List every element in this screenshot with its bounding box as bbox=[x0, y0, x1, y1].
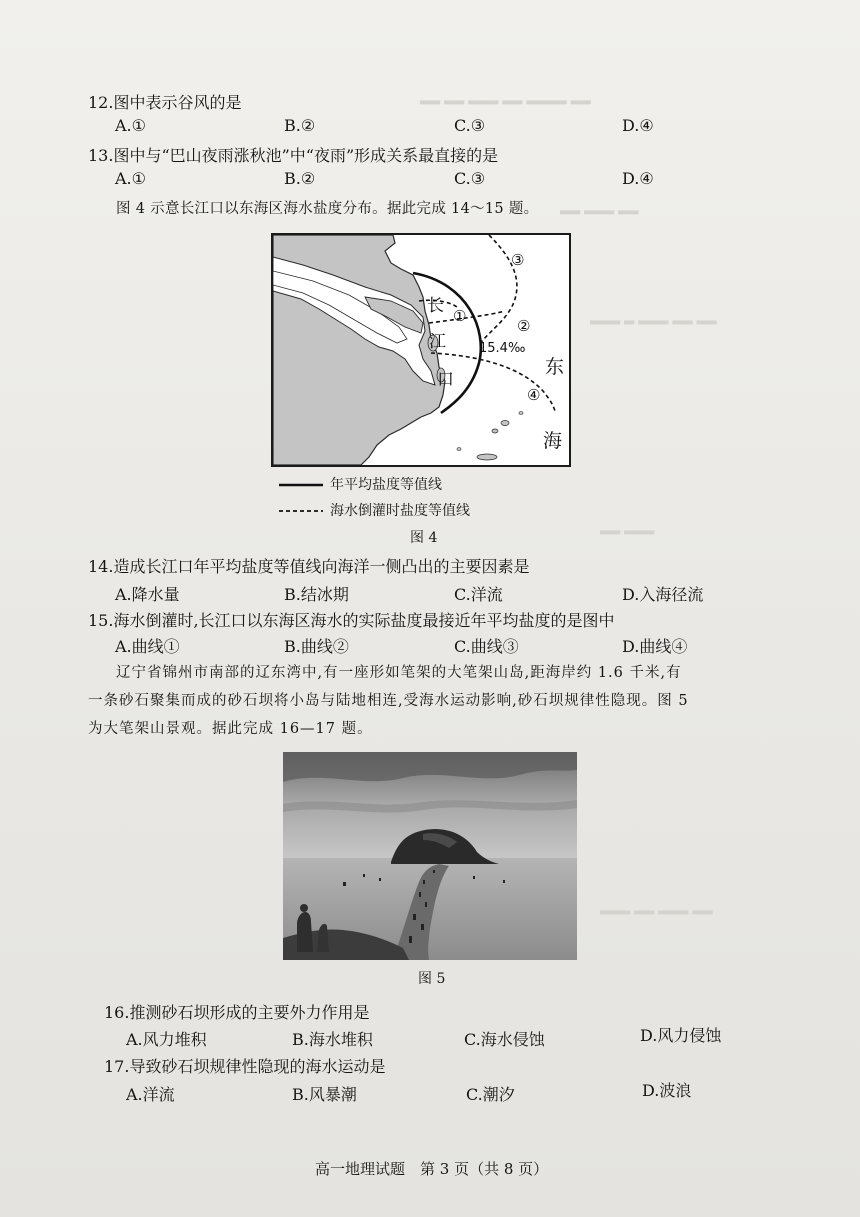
bleed-through-text: ▂▂ ▂▂▂ ▂▂ bbox=[560, 200, 639, 215]
question-13-option-b: B.② bbox=[284, 169, 316, 188]
small-island bbox=[457, 448, 461, 451]
map-label-hai: 海 bbox=[543, 430, 563, 452]
legend-dashed-label: 海水倒灌时盐度等值线 bbox=[330, 503, 470, 519]
question-17-option-a: A.洋流 bbox=[126, 1085, 175, 1104]
passage-line-1: 辽宁省锦州市南部的辽东湾中,有一座形如笔架的大笔架山岛,距海岸约 1.6 千米,有 bbox=[116, 665, 682, 681]
question-15-option-c: C.曲线③ bbox=[454, 637, 519, 656]
question-12-option-a: A.① bbox=[115, 116, 146, 135]
question-16-stem: 16.推测砂石坝形成的主要外力作用是 bbox=[104, 1003, 370, 1022]
map-label-kou: 口 bbox=[437, 370, 454, 390]
figure-5-photo bbox=[283, 752, 577, 960]
small-island bbox=[519, 412, 523, 415]
question-17-option-b: B.风暴潮 bbox=[292, 1085, 357, 1104]
statue-head bbox=[300, 904, 308, 912]
curve-label-3: ③ bbox=[511, 251, 525, 269]
question-13-option-c: C.③ bbox=[454, 169, 486, 188]
question-12-option-b: B.② bbox=[284, 116, 316, 135]
question-14-option-a: A.降水量 bbox=[115, 585, 180, 604]
salinity-value-label: 15.4‰ bbox=[479, 341, 526, 356]
question-15-option-b: B.曲线② bbox=[284, 637, 349, 656]
landscape-photo-svg bbox=[283, 752, 577, 960]
page-footer: 高一地理试题 第 3 页（共 8 页） bbox=[315, 1160, 549, 1178]
question-13-option-d: D.④ bbox=[622, 169, 654, 188]
statue bbox=[297, 912, 313, 952]
map-label-dong: 东 bbox=[545, 356, 565, 378]
question-12-stem: 12.图中表示谷风的是 bbox=[88, 93, 242, 112]
question-16-option-b: B.海水堆积 bbox=[292, 1030, 373, 1049]
small-island bbox=[501, 421, 509, 426]
salinity-map-svg bbox=[273, 235, 569, 465]
small-island bbox=[492, 429, 498, 433]
figure-4-caption: 图 4 bbox=[410, 530, 438, 546]
question-14-stem: 14.造成长江口年平均盐度等值线向海洋一侧凸出的主要因素是 bbox=[88, 557, 530, 576]
curve-label-1: ① bbox=[453, 307, 467, 325]
question-12-option-d: D.④ bbox=[622, 116, 654, 135]
question-16-option-c: C.海水侵蚀 bbox=[464, 1030, 545, 1049]
passage-line-3: 为大笔架山景观。据此完成 16—17 题。 bbox=[88, 721, 373, 737]
figure-4-map bbox=[271, 233, 571, 467]
legend-solid-line bbox=[279, 481, 323, 489]
map-label-jiang: 江 bbox=[429, 332, 446, 352]
bleed-through-text: ▂▂▂ ▂ ▂▂▂ ▂▂ ▂▂ bbox=[590, 310, 717, 325]
question-17-stem: 17.导致砂石坝规律性隐现的海水运动是 bbox=[104, 1057, 386, 1076]
bleed-through-text: ▂▂ ▂▂▂ bbox=[600, 520, 655, 535]
figure-5-caption: 图 5 bbox=[418, 971, 446, 987]
curve-label-2: ② bbox=[517, 317, 531, 335]
bleed-through-text: ▂▂ ▂▂ ▂▂▂ ▂▂ ▂▂▂▂ ▂▂ bbox=[420, 90, 591, 105]
small-island bbox=[477, 454, 497, 460]
question-17-option-c: C.潮汐 bbox=[466, 1085, 515, 1104]
question-16-option-a: A.风力堆积 bbox=[126, 1030, 207, 1049]
question-16-option-d: D.风力侵蚀 bbox=[640, 1026, 722, 1045]
question-15-option-d: D.曲线④ bbox=[622, 637, 688, 656]
question-12-option-c: C.③ bbox=[454, 116, 486, 135]
intro-14-15: 图 4 示意长江口以东海区海水盐度分布。据此完成 14～15 题。 bbox=[116, 201, 539, 217]
legend-dashed-line bbox=[279, 507, 323, 515]
question-14-option-c: C.洋流 bbox=[454, 585, 503, 604]
question-13-stem: 13.图中与“巴山夜雨涨秋池”中“夜雨”形成关系最直接的是 bbox=[88, 146, 499, 165]
passage-line-2: 一条砂石聚集而成的砂石坝将小岛与陆地相连,受海水运动影响,砂石坝规律性隐现。图 5 bbox=[88, 693, 689, 709]
map-label-chang: 长 bbox=[427, 296, 444, 316]
curve-label-4: ④ bbox=[527, 386, 541, 404]
question-17-option-d: D.波浪 bbox=[642, 1081, 692, 1100]
bleed-through-text: ▂▂▂ ▂▂ ▂▂▂ ▂▂ bbox=[600, 900, 713, 915]
question-14-option-b: B.结冰期 bbox=[284, 585, 349, 604]
legend-solid-label: 年平均盐度等值线 bbox=[330, 477, 442, 493]
question-14-option-d: D.入海径流 bbox=[622, 585, 704, 604]
question-15-stem: 15.海水倒灌时,长江口以东海区海水的实际盐度最接近年平均盐度的是图中 bbox=[88, 611, 615, 630]
question-13-option-a: A.① bbox=[115, 169, 146, 188]
question-15-option-a: A.曲线① bbox=[115, 637, 180, 656]
